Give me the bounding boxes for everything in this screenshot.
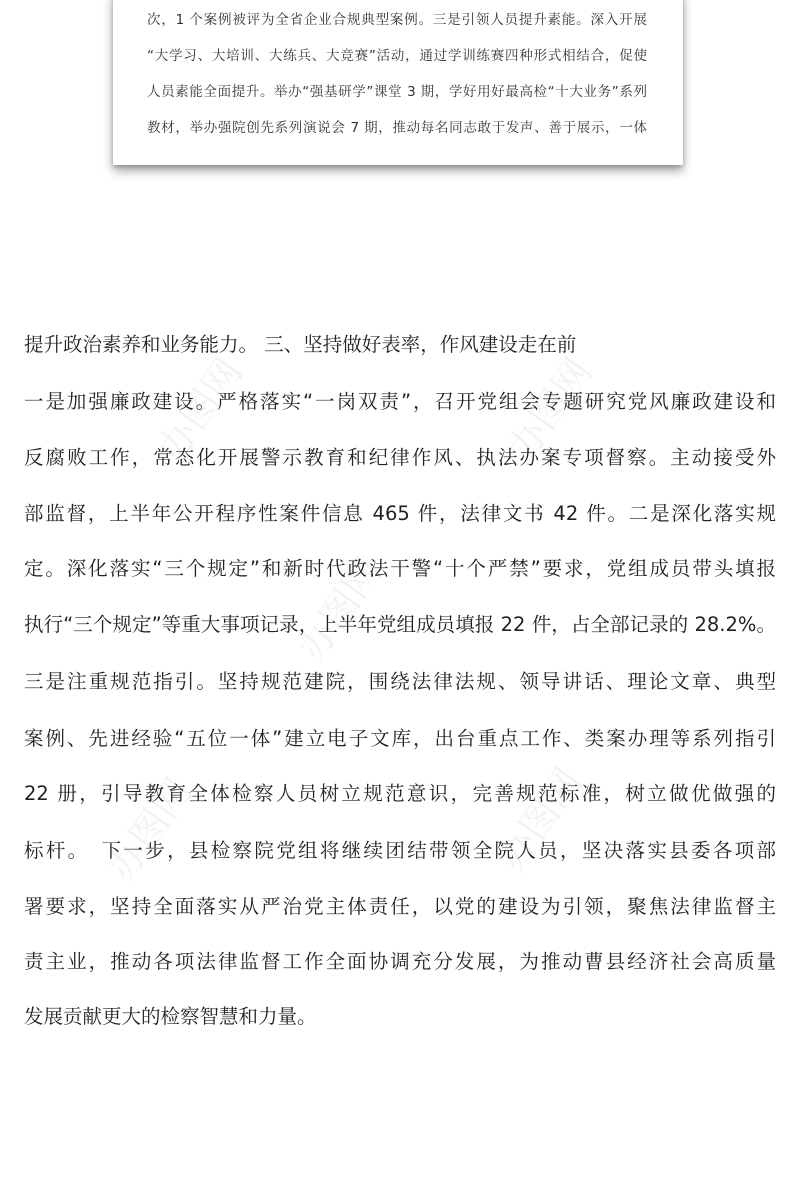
card-text-line: 人员素能全面提升。举办“强基研学”课堂 3 期，学好用好最高检“十大业务”系列 bbox=[147, 84, 647, 100]
body-text-line: 提升政治素养和业务能力。 三、坚持做好表率，作风建设走在前 bbox=[24, 333, 577, 356]
card-text-line: 次，1 个案例被评为全省企业合规典型案例。三是引领人员提升素能。深入开展 bbox=[147, 12, 647, 28]
watermark: 办图网 bbox=[499, 350, 601, 469]
body-text-line: 22 册，引导教育全体检察人员树立规范意识，完善规范标准，树立做优做强的 bbox=[24, 782, 776, 805]
body-text-line: 署要求，坚持全面落实从严治党主体责任，以党的建设为引领，聚焦法律监督主 bbox=[24, 895, 776, 918]
body-text-line: 部监督，上半年公开程序性案件信息 465 件，法律文书 42 件。二是深化落实规 bbox=[24, 502, 776, 525]
body-text-line: 标杆。 下一步，县检察院党组将继续团结带领全院人员，坚决落实县委各项部 bbox=[24, 839, 776, 862]
watermark: 办图网 bbox=[99, 770, 201, 889]
body-text-line: 案例、先进经验“五位一体”建立电子文库，出台重点工作、类案办理等系列指引 bbox=[24, 727, 776, 750]
body-text-line: 定。深化落实“三个规定”和新时代政法干警“十个严禁”要求，党组成员带头填报 bbox=[24, 557, 776, 580]
body-text-line: 责主业，推动各项法律监督工作全面协调充分发展，为推动曹县经济社会高质量 bbox=[24, 950, 776, 973]
watermark: 办图网 bbox=[489, 760, 591, 879]
body-text-line: 执行“三个规定”等重大事项记录，上半年党组成员填报 22 件，占全部记录的 28.2%。 bbox=[24, 613, 776, 636]
card-text-line: “大学习、大培训、大练兵、大竞赛”活动，通过学训练赛四种形式相结合，促使 bbox=[147, 48, 647, 64]
watermark: 办图网 bbox=[289, 550, 391, 669]
body-text-line: 一是加强廉政建设。严格落实“一岗双责”，召开党组会专题研究党风廉政建设和 bbox=[24, 390, 776, 413]
document-excerpt-card bbox=[113, 0, 683, 165]
watermark: 办图网 bbox=[149, 350, 251, 469]
card-text-line: 教材，举办强院创先系列演说会 7 期，推动每名同志敢于发声、善于展示，一体 bbox=[147, 120, 647, 136]
body-text-line: 发展贡献更大的检察智慧和力量。 bbox=[24, 1005, 317, 1028]
body-text-line: 反腐败工作，常态化开展警示教育和纪律作风、执法办案专项督察。主动接受外 bbox=[24, 446, 776, 469]
body-text-line: 三是注重规范指引。坚持规范建院，围绕法律法规、领导讲话、理论文章、典型 bbox=[24, 670, 776, 693]
